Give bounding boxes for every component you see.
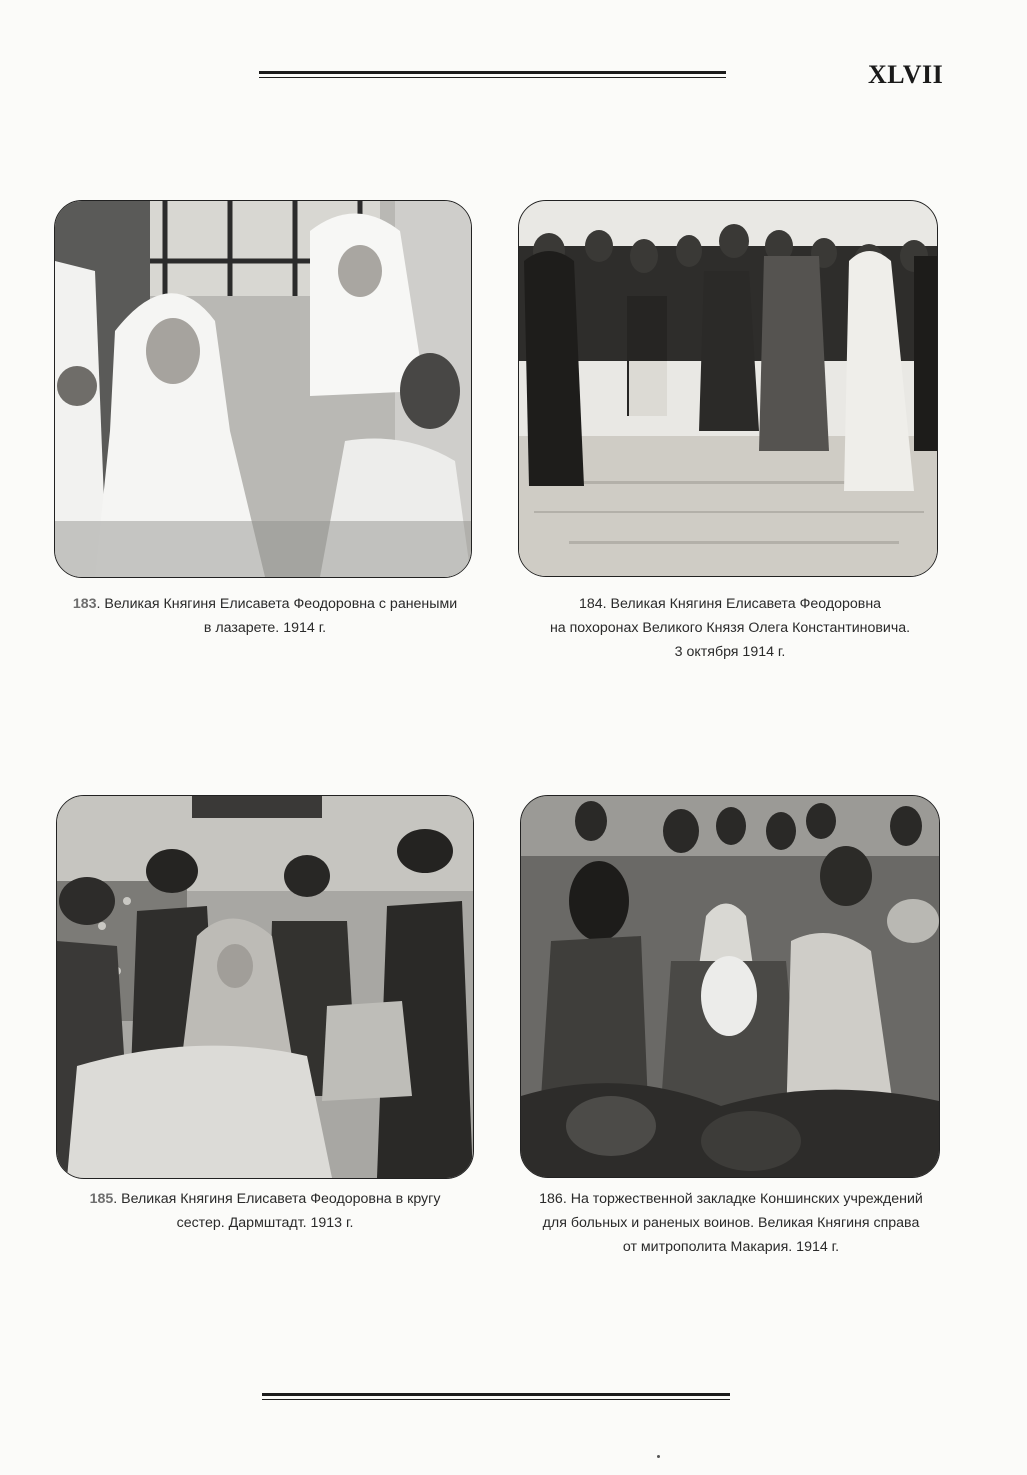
figure-number: 184 [578,596,603,612]
caption-184: 184. Великая Княгиня Елисавета Феодоровна на похоронах Великого Князя Олега Константиновича. 3 октября 1914 г. [510,592,950,664]
caption-line: в лазарете. 1914 г. [203,620,327,636]
photo-186-ceremony [520,795,940,1178]
caption-line: от митрополита Макария. 1914 г. [622,1239,840,1255]
caption-line: 3 октября 1914 г. [674,644,786,660]
caption-185: 185. Великая Княгиня Елисавета Феодоровна в кругу сестер. Дармштадт. 1913 г. [50,1187,480,1235]
figure-number: 186 [539,1191,563,1207]
caption-line: Великая Княгиня Елисавета Феодоровна в кругу [121,1191,441,1207]
caption-line: для больных и раненых воинов. Великая Княгиня справа [542,1215,920,1231]
caption-186: 186. На торжественной закладке Коншинских учреждений для больных и раненых воинов. Великая Княгиня справа от митрополита Макария. 1914 г. [506,1187,956,1259]
photo-184-funeral [518,200,938,577]
caption-line: Великая Княгиня Елисавета Феодоровна [610,596,882,612]
photo-183-hospital [54,200,472,578]
photo-185-sisters [56,795,474,1179]
figure-number: 185 [89,1191,114,1207]
caption-183: 183. Великая Княгиня Елисавета Феодоровна с ранеными в лазарете. 1914 г. [50,592,480,640]
figure-number: 183 [72,596,97,612]
footer-rule [262,1393,730,1396]
caption-line: На торжественной закладке Коншинских учреждений [570,1191,923,1207]
caption-line: на похоронах Великого Князя Олега Константиновича. [549,620,911,636]
scan-speck [657,1455,660,1458]
header-rule [259,71,726,74]
caption-line: Великая Княгиня Елисавета Феодоровна с ранеными [104,596,458,612]
caption-line: сестер. Дармштадт. 1913 г. [176,1215,354,1231]
page-number: XLVII [868,60,944,89]
